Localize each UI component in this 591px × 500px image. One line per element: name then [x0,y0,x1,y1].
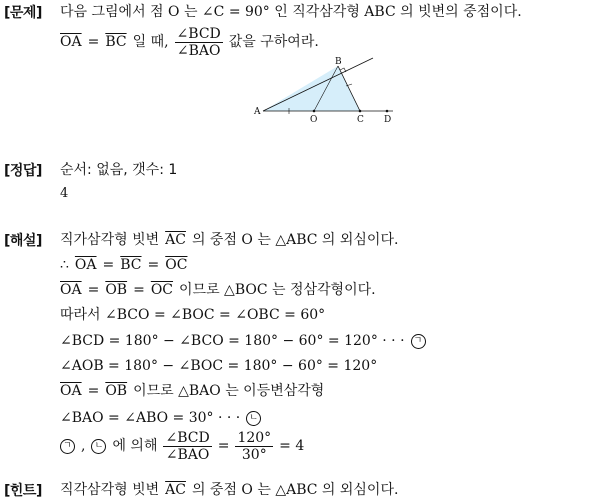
solution-line-2 [60,255,187,275]
equals: = [87,383,100,399]
segment-oa: $\overline{OA}$ [60,282,82,298]
segment-oa: $\overline{OA}$ [74,257,97,273]
segment-oa: $\overline{OA}$ [60,34,82,50]
solution-line-6 [60,356,377,376]
solution-line-9 [60,428,304,464]
solution-line-4 [60,305,325,325]
circled-mark-1: ㄱ [60,439,75,454]
sol-l8-text: ∠BAO = ∠ABO = 30° · · · [60,410,241,426]
solution-line-5 [60,331,426,351]
equals: = [147,257,160,273]
comma: , [81,438,86,454]
segment-ac: $\overline{AC}$ [165,232,186,248]
sol-l9-result: = 4 [279,438,305,454]
value-fraction [235,430,273,463]
equals: = [87,34,100,50]
label-c: C [357,115,364,125]
problem-tag: [문제] [4,5,42,21]
fraction-numerator: ∠BCD [165,429,210,446]
circled-mark-2: ㄴ [91,439,106,454]
problem-end-text: 값을 구하여라. [228,34,319,50]
segment-bc: $\overline{BC}$ [120,257,142,273]
angle-fraction [163,430,211,463]
fraction-denominator: ∠BAO [176,42,221,59]
segment-oa: $\overline{OA}$ [60,383,82,399]
label-a: A [254,107,261,117]
fraction-numerator: 120° [237,429,272,446]
hint-line [60,480,398,500]
sol-l1-post: 의 중점 O 는 △ABC 의 외심이다. [191,232,399,248]
sol-l5-text: ∠BCD = 180° − ∠BCO = 180° − 60° = 120° · · · [60,333,405,349]
sol-l1-pre: 직가삼각형 빗변 [60,232,160,248]
angle-fraction [175,26,223,59]
problem-line-1 [60,2,522,22]
fraction-denominator: 30° [241,446,267,463]
segment-ob: $\overline{OB}$ [105,282,128,298]
hint-pre: 직각삼각형 빗변 [60,482,160,498]
point-d [386,110,389,113]
sol-l3-post: 이므로 △BOC 는 정삼각형이다. [179,282,376,298]
equals: = [133,282,145,298]
hint-tag: [힌트] [4,483,42,499]
equals: = [217,438,230,454]
therefore-symbol: ∴ [60,257,69,273]
answer-value-line [60,184,68,204]
sol-l9-mid: 에 의해 [112,438,158,454]
circled-mark-2: ㄴ [246,411,261,426]
solution-tag: [해설] [4,233,42,249]
when-text: 일 때, [132,34,169,50]
circled-mark-1: ㄱ [411,334,426,349]
hint-post: 의 중점 O 는 △ABC 의 외심이다. [191,482,399,498]
fraction-numerator: ∠BCD [176,25,221,42]
segment-oc: $\overline{OC}$ [165,257,188,273]
triangle-figure [248,56,398,126]
answer-value: 4 [60,186,69,201]
solution-line-1 [60,230,398,250]
answer-meta-text: 순서: 없음, 갯수: 1 [60,162,178,178]
answer-tag: [정답] [4,163,42,179]
sol-l4-text: 따라서 ∠BCO = ∠BOC = ∠OBC = 60° [60,307,326,323]
sol-l7-post: 이므로 △BAO 는 이등변삼각형 [133,383,325,399]
solution-line-8 [60,408,261,428]
equals: = [102,257,115,273]
answer-meta [60,160,177,180]
fraction-denominator: ∠BAO [165,446,210,463]
segment-bc: $\overline{BC}$ [105,34,127,50]
label-d: D [384,115,392,125]
solution-line-7 [60,381,324,401]
segment-ac: $\overline{AC}$ [165,482,186,498]
point-c [359,110,362,113]
problem-line-2 [60,24,319,60]
label-o: O [310,115,318,125]
segment-ob: $\overline{OB}$ [105,383,128,399]
equals: = [87,282,100,298]
point-o [313,110,316,113]
segment-oc: $\overline{OC}$ [150,282,174,298]
label-b: B [335,57,342,67]
sol-l6-text: ∠AOB = 180° − ∠BOC = 180° − 60° = 120° [60,358,378,374]
problem-text: 다음 그림에서 점 O 는 ∠C = 90° 인 직각삼각형 ABC 의 빗변의 중점이다. [60,4,522,20]
solution-line-3 [60,280,376,300]
